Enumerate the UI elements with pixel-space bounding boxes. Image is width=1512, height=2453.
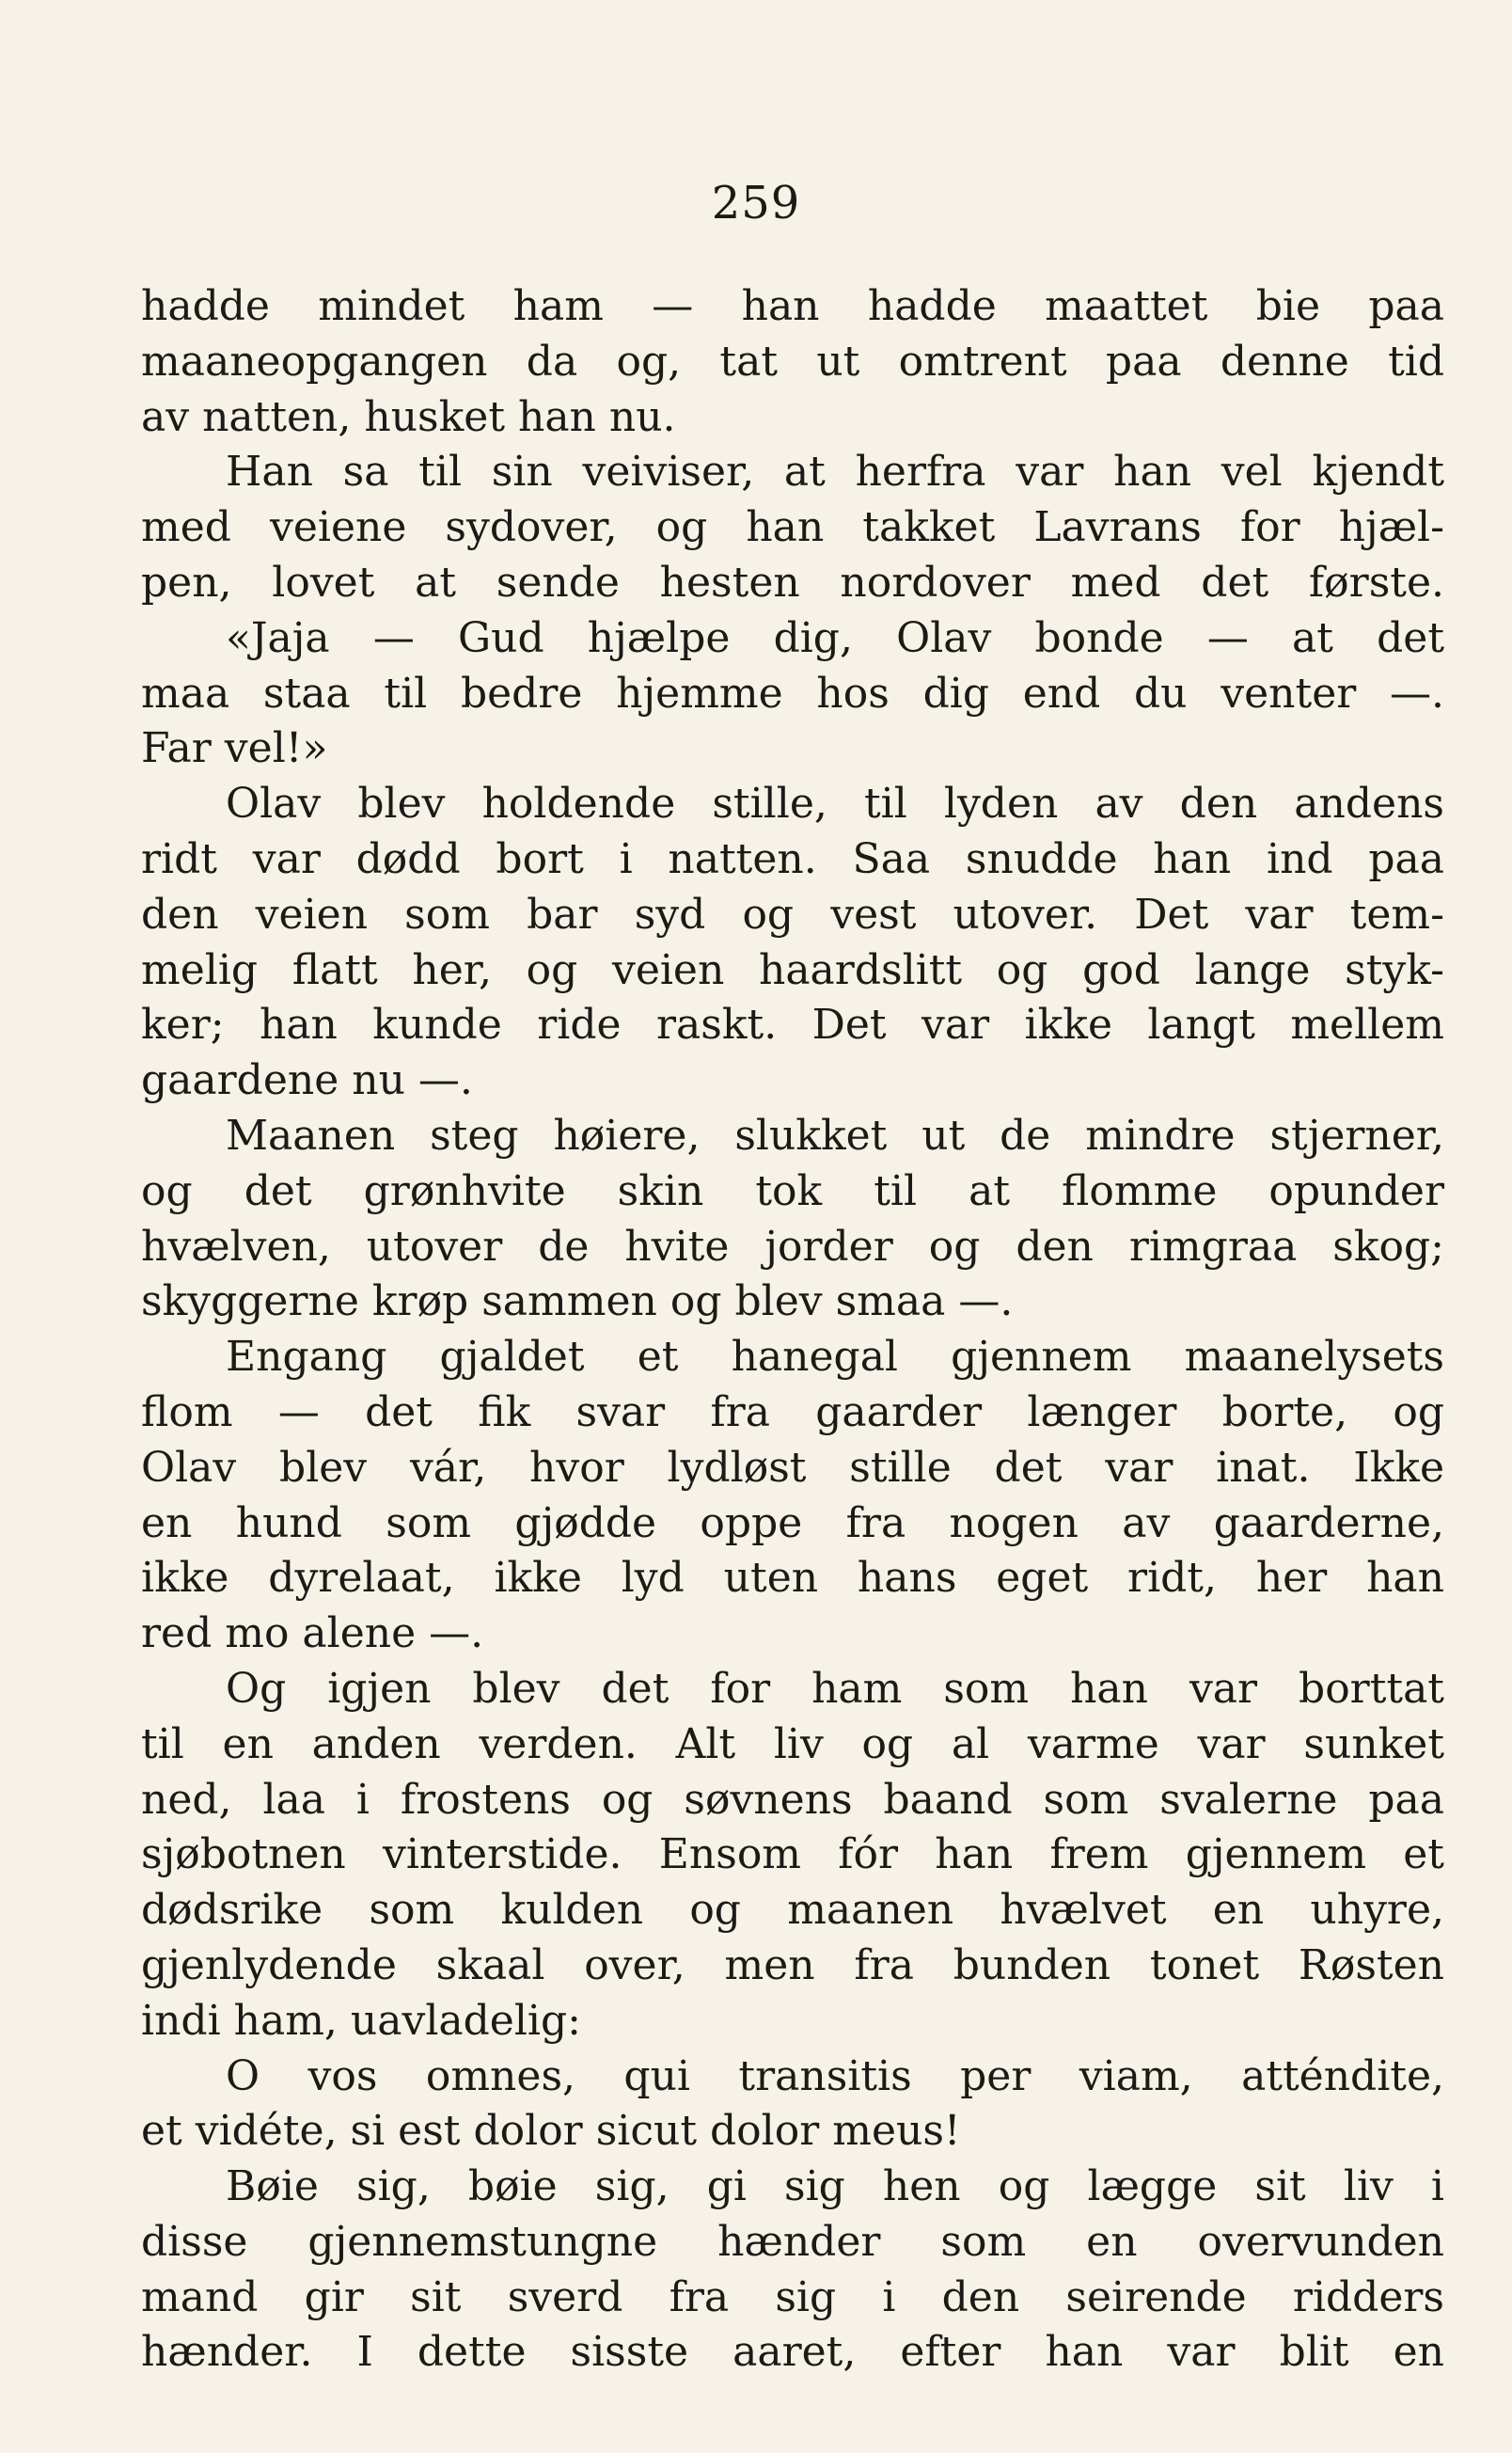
text-line: sjøbotnen vinterstide. Ensom fór han frem gjennem et [141, 1830, 1444, 1879]
text-line: gaardene nu —. [141, 1056, 473, 1105]
text-line: hænder. I dette sisste aaret, efter han var blit en [141, 2328, 1444, 2377]
text-line: hadde mindet ham — han hadde maattet bie paa [141, 282, 1444, 330]
text-line: disse gjennemstungne hænder som en overvunden [141, 2217, 1444, 2266]
text-line: Han sa til sin veiviser, at herfra var han vel kjendt [226, 448, 1444, 497]
text-line: av natten, husket han nu. [141, 392, 676, 441]
text-line: Olav blev vár, hvor lydløst stille det var inat. Ikke [141, 1443, 1444, 1492]
text-line: pen, lovet at sende hesten nordover med det første. [141, 558, 1444, 607]
text-line: mand gir sit sverd fra sig i den seirende ridders [141, 2272, 1444, 2321]
page-number: 259 [711, 177, 801, 229]
text-line: gjenlydende skaal over, men fra bunden tonet Røsten [141, 1940, 1444, 1989]
text-line: «Jaja — Gud hjælpe dig, Olav bonde — at det [226, 613, 1444, 662]
text-line: ridt var dødd bort i natten. Saa snudde han ind paa [141, 834, 1444, 883]
text-line: maaneopgangen da og, tat ut omtrent paa denne tid [141, 337, 1444, 386]
text-line: O vos omnes, qui transitis per viam, atténdite, [226, 2051, 1444, 2100]
body-text [141, 279, 1444, 2381]
text-line: Engang gjaldet et hanegal gjennem maanelysets [226, 1333, 1444, 1382]
text-line: dødsrike som kulden og maanen hvælvet en uhyre, [141, 1886, 1444, 1935]
text-line: Og igjen blev det for ham som han var borttat [226, 1664, 1444, 1713]
text-line: den veien som bar syd og vest utover. Det var tem- [141, 890, 1444, 939]
text-line: Far vel!» [141, 724, 328, 773]
text-line: Maanen steg høiere, slukket ut de mindre stjerner, [226, 1111, 1444, 1160]
text-line: indi ham, uavladelig: [141, 1996, 581, 2045]
text-line: flom — det fik svar fra gaarder længer borte, og [141, 1387, 1444, 1436]
text-line: hvælven, utover de hvite jorder og den rimgraa skog; [141, 1222, 1444, 1271]
text-line: ker; han kunde ride raskt. Det var ikke langt mellem [141, 1001, 1444, 1050]
text-line: Bøie sig, bøie sig, gi sig hen og lægge sit liv i [226, 2162, 1444, 2211]
text-line: med veiene sydover, og han takket Lavrans for hjæl- [141, 503, 1444, 552]
text-line: red mo alene —. [141, 1609, 484, 1658]
text-line: maa staa til bedre hjemme hos dig end du venter —. [141, 669, 1444, 718]
text-line: melig flatt her, og veien haardslitt og god lange styk- [141, 945, 1444, 994]
text-line: til en anden verden. Alt liv og al varme var sunket [141, 1719, 1444, 1768]
text-line: ned, laa i frostens og søvnens baand som svalerne paa [141, 1775, 1444, 1824]
text-line: ikke dyrelaat, ikke lyd uten hans eget ridt, her han [141, 1554, 1444, 1603]
text-line: en hund som gjødde oppe fra nogen av gaarderne, [141, 1498, 1444, 1547]
text-line: et vidéte, si est dolor sicut dolor meus! [141, 2107, 961, 2156]
text-line: skyggerne krøp sammen og blev smaa —. [141, 1277, 1014, 1326]
text-line: Olav blev holdende stille, til lyden av den andens [226, 780, 1444, 829]
text-line: og det grønhvite skin tok til at flomme opunder [141, 1166, 1444, 1215]
